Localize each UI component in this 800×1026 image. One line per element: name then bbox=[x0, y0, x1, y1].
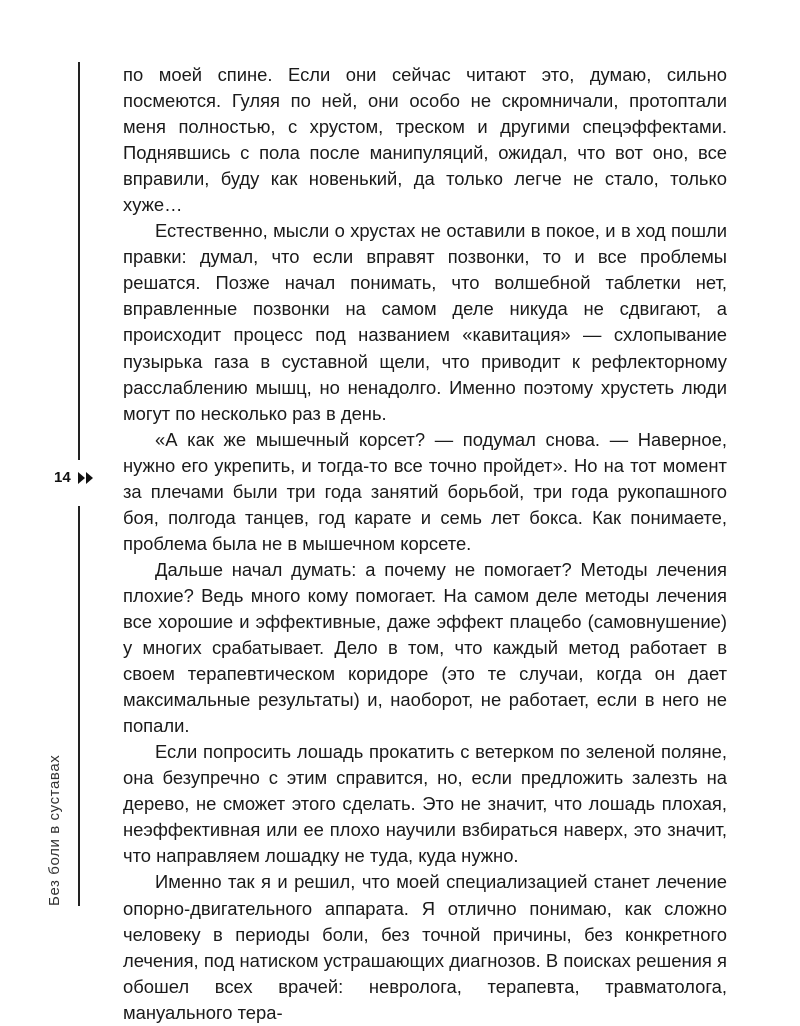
paragraph: Дальше начал думать: а почему не помогает? Методы лечения плохие? Ведь много кому помогает. На самом деле методы лечения все хорошие и эффективные, даже эффект плацебо (самовнушение) у многих срабатывает. Дело в том, что каждый метод работает в своем терапевтическом коридоре (это те случаи, когда он дает максимальные результаты) и, наоборот, не работает, если в него не попали. bbox=[123, 558, 727, 737]
page-number: 14 bbox=[54, 469, 71, 486]
body-text bbox=[123, 62, 727, 1026]
paragraph: Естественно, мысли о хрустах не оставили в покое, и в ход пошли правки: думал, что если вправят позвонки, то и все проблемы решатся. Позже начал понимать, что волшебной таблетки нет, вправленные позвонки на самом деле никуда не сдвигают, а происходит процесс под названием «кавитация» — схлопывание пузырька газа в суставной щели, что приводит к рефлекторному расслаблению мышц, но ненадолго. Именно поэтому хрустеть люди могут по несколько раз в день. bbox=[123, 220, 727, 424]
page-number-block bbox=[54, 469, 94, 486]
margin-rule-bottom bbox=[78, 506, 80, 906]
paragraph: Именно так я и решил, что моей специализацией станет лечение опорно-двигательного аппарата. Я отлично понимаю, как сложно человеку в периоды боли, без точной причины, без конкретного лечения, под натиском устрашающих диагнозов. В поисках решения я обошел всех врачей: невролога, терапевта, травматолога, мануального тера- bbox=[123, 871, 727, 1023]
paragraph: Если попросить лошадь прокатить с ветерком по зеленой поляне, она безупречно с этим справится, но, если предложить залезть на дерево, не сможет этого сделать. Это не значит, что лошадь плохая, неэффективная или ее плохо научили взбираться наверх, это значит, что направляем лошадку не туда, куда нужно. bbox=[123, 741, 727, 867]
double-arrow-icon bbox=[78, 472, 94, 484]
paragraph: по моей спине. Если они сейчас читают это, думаю, сильно посмеются. Гуляя по ней, они особо не скромничали, протоптали меня полностью, с хрустом, треском и другими спецэффектами. Поднявшись с пола после манипуляций, ожидал, что вот оно, все вправили, буду как новенький, да только легче не стало, только хуже… bbox=[123, 64, 727, 216]
margin-rule-top bbox=[78, 62, 80, 460]
running-title: Без боли в суставах bbox=[46, 754, 63, 906]
paragraph: «А как же мышечный корсет? — подумал снова. — Наверное, нужно его укрепить, и тогда-то все точно пройдет». Но на тот момент за плечами были три года занятий борьбой, три года рукопашного боя, полгода танцев, год карате и семь лет бокса. Как понимаете, проблема была не в мышечном корсете. bbox=[123, 428, 727, 554]
